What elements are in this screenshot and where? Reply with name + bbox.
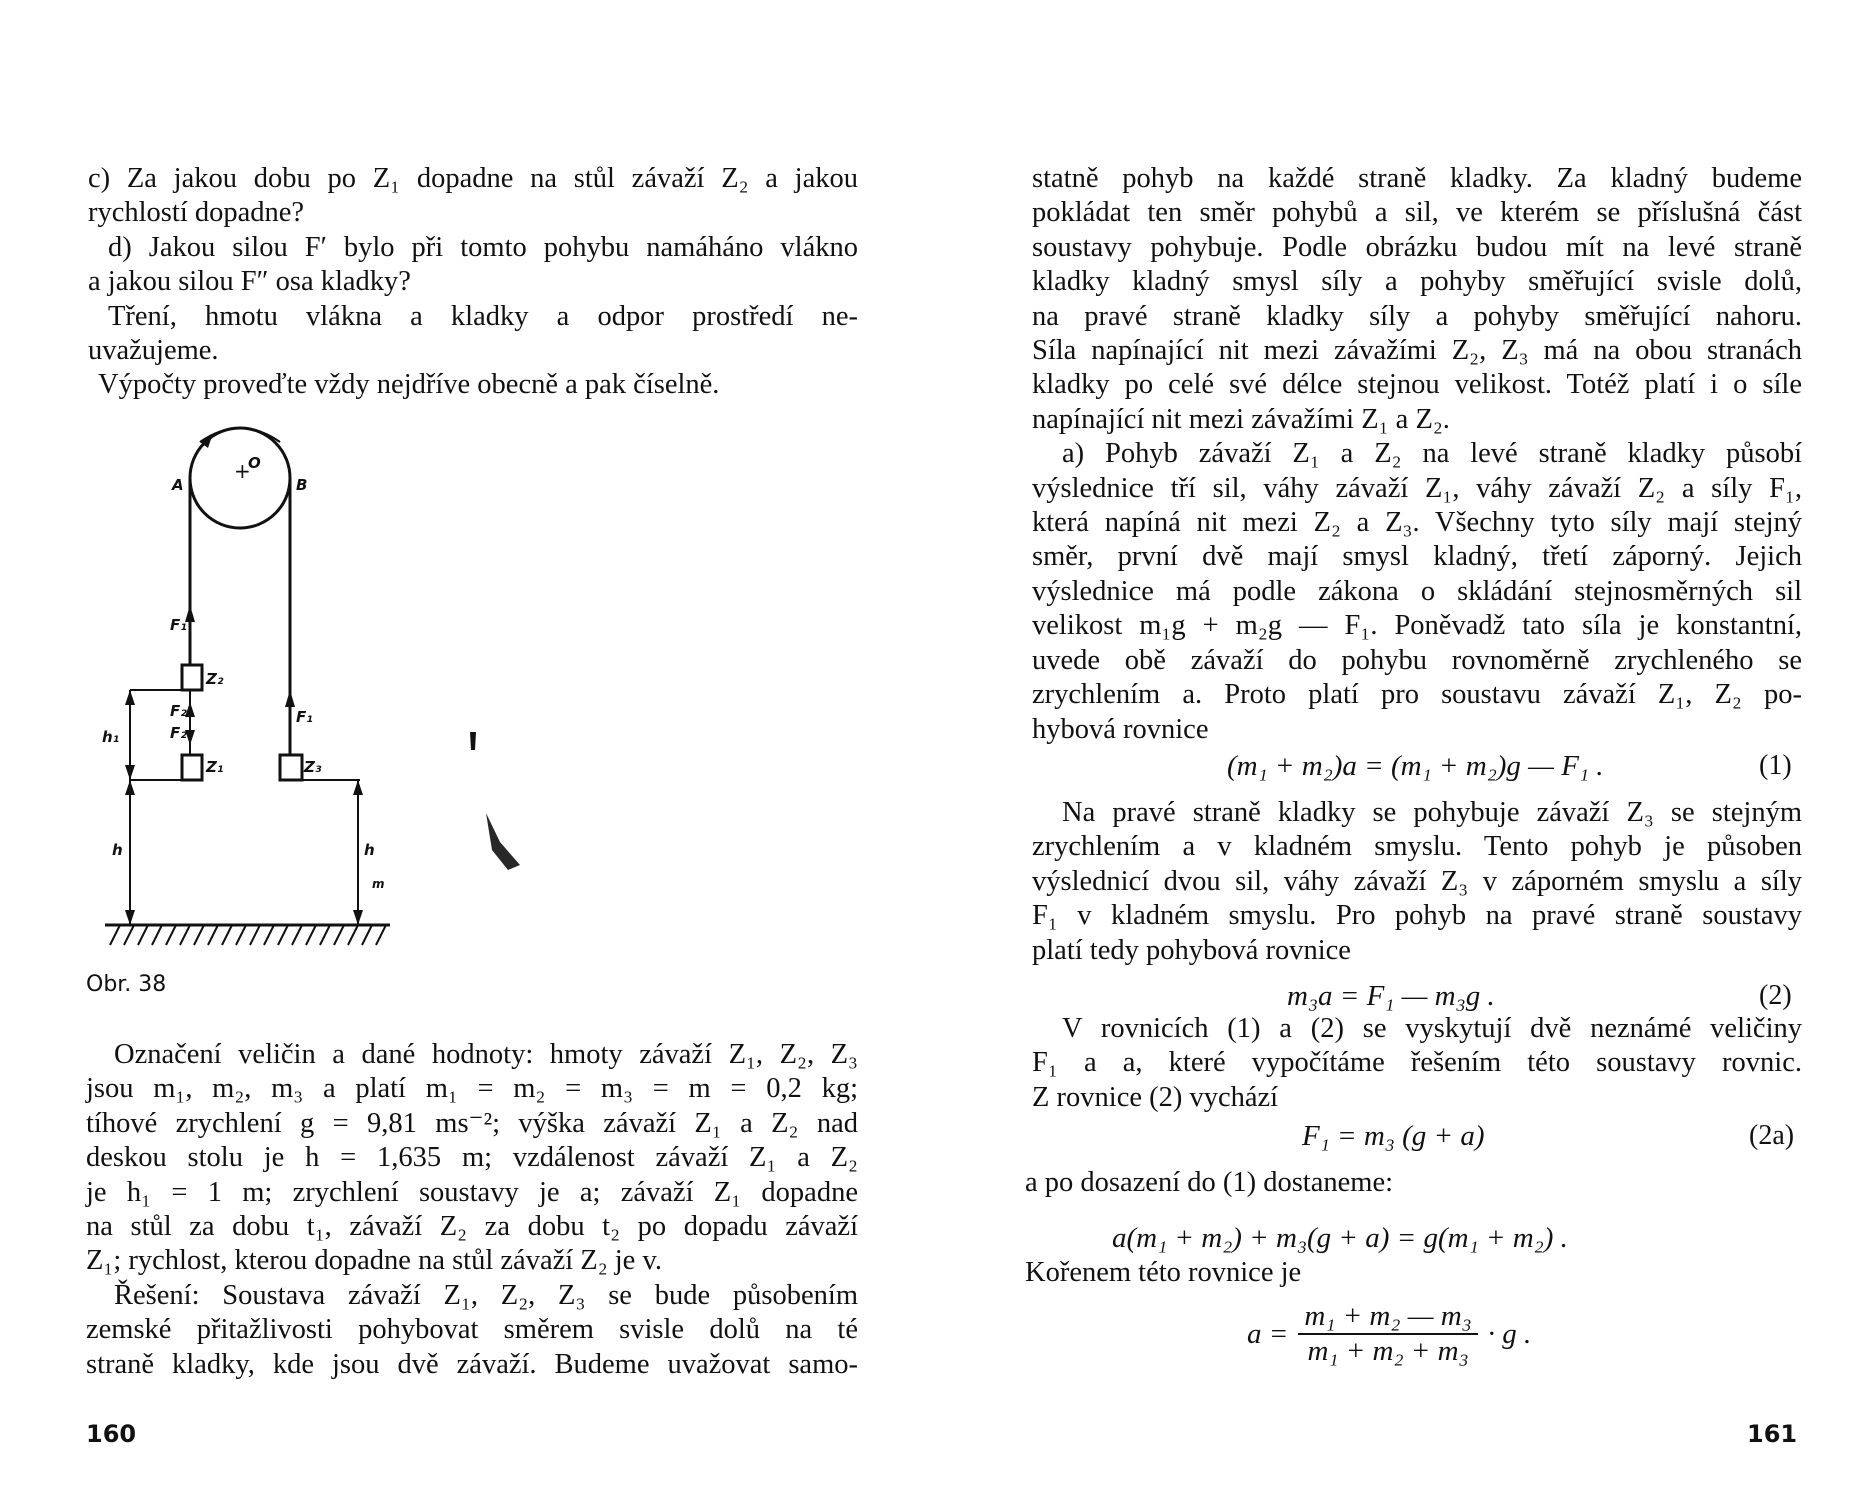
weight-z1 bbox=[182, 755, 202, 780]
para2-line7: uvede obě závaží do pohybu rovnoměrně zrychleného se bbox=[1032, 644, 1802, 676]
notation-block bbox=[86, 1038, 858, 1382]
friction-line1: Tření, hmotu vlákna a kladky a odpor prostředí ne- bbox=[108, 300, 858, 332]
label-o: O bbox=[248, 454, 261, 472]
para1-line1: statně pohyb na každé straně kladky. Za kladný budeme bbox=[1032, 163, 1802, 194]
equation-2-number: (2) bbox=[1759, 980, 1792, 1011]
equation-2a: F₁ = m₃ (g + a) bbox=[1302, 1120, 1485, 1152]
para1-line4: kladky kladný smysl síly a pohyby směřující svisle dolů, bbox=[1032, 266, 1802, 298]
eq4-rhs: · g . bbox=[1487, 1317, 1532, 1350]
label-f1-right: F₁ bbox=[296, 708, 313, 726]
para4-line1: V rovnicích (1) a (2) se vyskytují dvě neznámé veličiny bbox=[1062, 1013, 1802, 1044]
label-z3: Z₃ bbox=[304, 758, 322, 776]
para3-line1: Na pravé straně kladky se pohybuje závaží Z₃ se stejným bbox=[1062, 797, 1802, 828]
para1-line6: Síla napínající nit mezi závažími Z₂, Z₃ má na obou stranách bbox=[1032, 335, 1802, 367]
equation-2: m₃a = F₁ — m₃g . bbox=[1287, 980, 1495, 1012]
para3-line5: platí tedy pohybová rovnice bbox=[1032, 934, 1351, 966]
question-c-line2: rychlostí dopadne? bbox=[88, 197, 305, 229]
para1-line2: pokládat ten směr pohybů a sil, ve kterém se příslušná část bbox=[1032, 197, 1802, 229]
friction-line2: uvažujeme. bbox=[88, 335, 219, 367]
para4-line2: F₁ a a, které vypočítáme řešením této soustavy rovnic. bbox=[1032, 1047, 1802, 1079]
label-h1: h₁ bbox=[102, 728, 120, 746]
para6: Kořenem této rovnice je bbox=[1025, 1257, 1302, 1288]
label-h-left: h bbox=[112, 841, 123, 859]
question-d-line2: a jakou silou F″ osa kladky? bbox=[88, 266, 411, 298]
eq4-denominator: m₁ + m₂ + m₃ bbox=[1307, 1335, 1469, 1367]
para2-line4: směr, první dvě mají smysl kladný, třetí záporný. Jejich bbox=[1032, 541, 1802, 573]
para4-block bbox=[1032, 1012, 1802, 1115]
eq4-numerator: m₁ + m₂ — m₃ bbox=[1298, 1300, 1477, 1335]
right-page bbox=[937, 0, 1874, 1500]
label-f1-top: F₁ bbox=[170, 616, 187, 634]
para3-line4: F₁ v kladném smyslu. Pro pohyb na pravé straně soustavy bbox=[1032, 900, 1802, 932]
notation-line1: Označení veličin a dané hodnoty: hmoty závaží Z₁, Z₂, Z₃ bbox=[114, 1039, 858, 1070]
label-a: A bbox=[172, 476, 184, 494]
eq4-lhs: a = bbox=[1247, 1317, 1289, 1350]
page-number-right: 161 bbox=[1747, 1420, 1798, 1448]
label-z2: Z₂ bbox=[206, 670, 224, 688]
calc-line: Výpočty proveďte vždy nejdříve obecně a pak číselně. bbox=[98, 369, 720, 401]
label-h-right: h bbox=[364, 841, 375, 859]
weight-z3 bbox=[280, 755, 302, 780]
para2-line1: a) Pohyb závaží Z₁ a Z₂ na levé straně kladky působí bbox=[1062, 438, 1802, 470]
para3-line2: zrychlením a v kladném smyslu. Tento pohyb je působen bbox=[1032, 831, 1802, 863]
para3-line3: výslednicí dvou sil, váhy závaží Z₃ v záporném smyslu a síly bbox=[1032, 865, 1802, 897]
equation-3: a(m₁ + m₂) + m₃(g + a) = g(m₁ + m₂) . bbox=[1112, 1222, 1568, 1254]
figure-caption: Obr. 38 bbox=[86, 972, 167, 997]
para1-line8: napínající nit mezi závažími Z₁ a Z₂. bbox=[1032, 403, 1450, 435]
rotation-arrow bbox=[200, 428, 280, 442]
para4-line3: Z rovnice (2) vychází bbox=[1032, 1081, 1279, 1113]
para1-line7: kladky po celé své délce stejnou velikost. Totéž platí i o síle bbox=[1032, 369, 1802, 401]
label-z1: Z₁ bbox=[206, 758, 224, 776]
solution-line2: zemské přitažlivosti pohybovat směrem svisle dolů na té bbox=[86, 1314, 858, 1346]
question-d-line1: d) Jakou silou F′ bylo při tomto pohybu namáháno vlákno bbox=[108, 231, 858, 263]
equation-2a-number: (2a) bbox=[1749, 1120, 1795, 1151]
para2-line8: zrychlením a. Proto platí pro soustavu závaží Z₁, Z₂ po- bbox=[1032, 679, 1802, 711]
notation-line5: je h₁ = 1 m; zrychlení soustavy je a; závaží Z₁ dopadne bbox=[86, 1176, 858, 1208]
svg-text:+: + bbox=[234, 459, 251, 483]
para2-line2: výslednice tří sil, váhy závaží Z₁, váhy závaží Z₂ a síly F₁, bbox=[1032, 472, 1802, 504]
label-b: B bbox=[296, 476, 308, 494]
weight-z2 bbox=[182, 665, 202, 690]
notation-line7: Z₁; rychlost, kterou dopadne na stůl závaží Z₂ je v. bbox=[86, 1245, 662, 1277]
para2-line5: výslednice má podle zákona o skládání stejnosměrných sil bbox=[1032, 575, 1802, 607]
page-number-left: 160 bbox=[86, 1420, 137, 1448]
question-c-line1: c) Za jakou dobu po Z₁ dopadne na stůl závaží Z₂ a jakou bbox=[88, 163, 858, 194]
equation-1-number: (1) bbox=[1759, 750, 1792, 781]
para5: a po dosazení do (1) dostaneme: bbox=[1025, 1167, 1394, 1198]
label-m: m bbox=[372, 877, 385, 891]
equation-1: (m₁ + m₂)a = (m₁ + m₂)g — F₁ . bbox=[1227, 750, 1604, 782]
eq4-fraction bbox=[1298, 1300, 1477, 1368]
notation-line3: tíhové zrychlení g = 9,81 ms⁻²; výška závaží Z₁ a Z₂ nad bbox=[86, 1107, 858, 1139]
para1-line3: soustavy pohybuje. Podle obrázku budou mít na levé straně bbox=[1032, 231, 1802, 263]
notation-line2: jsou m₁, m₂, m₃ a platí m₁ = m₂ = m₃ = m = 0,2 kg; bbox=[86, 1073, 858, 1105]
para2-line9: hybová rovnice bbox=[1032, 713, 1209, 745]
notation-line6: na stůl za dobu t₁, závaží Z₂ za dobu t₂ po dopadu závaží bbox=[86, 1211, 858, 1243]
para1-line5: na pravé straně kladky síly a pohyby směřující nahoru. bbox=[1032, 300, 1802, 332]
questions-block bbox=[88, 162, 858, 403]
notation-line4: deskou stolu je h = 1,635 m; vzdálenost závaží Z₁ a Z₂ bbox=[86, 1142, 858, 1174]
para2-line3: která napíná nit mezi Z₂ a Z₃. Všechny tyto síly mají stejný bbox=[1032, 507, 1802, 539]
pulley-figure bbox=[90, 420, 530, 980]
solution-line1: Řešení: Soustava závaží Z₁, Z₂, Z₃ se bude působením bbox=[114, 1279, 858, 1311]
equation-4 bbox=[1247, 1300, 1531, 1368]
para3-block bbox=[1032, 796, 1802, 968]
solution-line3: straně kladky, kde jsou dvě závaží. Budeme uvažovat samo- bbox=[86, 1348, 858, 1380]
para2-line6: velikost m₁g + m₂g — F₁. Poněvadž tato síla je konstantní, bbox=[1032, 610, 1802, 642]
label-f2: F₂ bbox=[170, 702, 187, 720]
para1-block bbox=[1032, 162, 1802, 747]
label-f2b: F₂ bbox=[170, 724, 187, 742]
